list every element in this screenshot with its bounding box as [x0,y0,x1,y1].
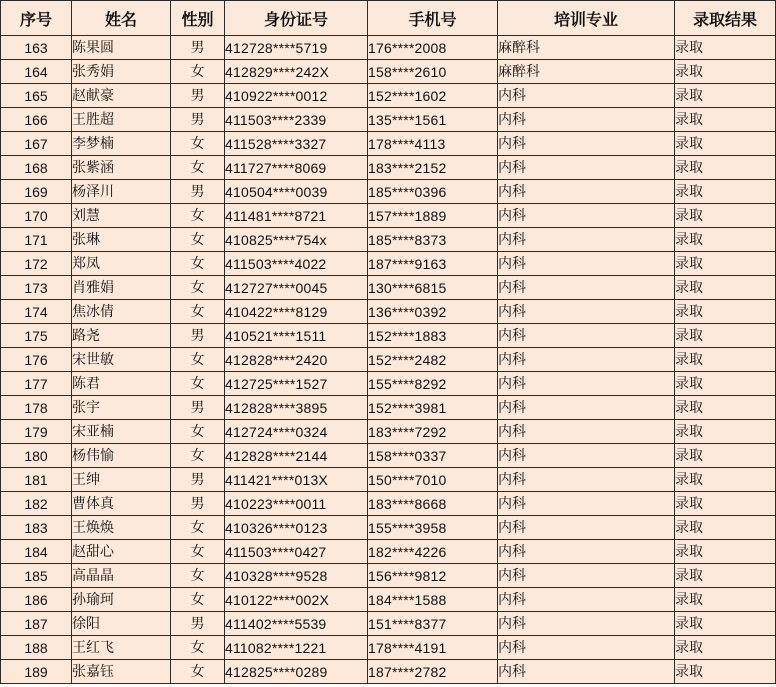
cell-major: 内科 [498,396,675,420]
cell-result: 录取 [675,36,776,60]
cell-id-number: 411503****2339 [225,108,368,132]
cell-major: 内科 [498,84,675,108]
cell-gender: 男 [171,492,225,516]
table-row [1,588,776,612]
cell-result: 录取 [675,636,776,660]
cell-result: 录取 [675,252,776,276]
cell-phone: 152****2482 [368,348,498,372]
table-row [1,348,776,372]
cell-result: 录取 [675,588,776,612]
cell-phone: 152****3981 [368,396,498,420]
table-row [1,252,776,276]
cell-result: 录取 [675,396,776,420]
cell-result: 录取 [675,444,776,468]
cell-id-number: 410328****9528 [225,564,368,588]
cell-no: 187 [1,612,72,636]
cell-name: 郑凤 [72,252,171,276]
header-row [1,1,776,36]
cell-major: 内科 [498,276,675,300]
table-row [1,300,776,324]
cell-name: 王绅 [72,468,171,492]
cell-result: 录取 [675,300,776,324]
cell-result: 录取 [675,132,776,156]
cell-result: 录取 [675,228,776,252]
cell-result: 录取 [675,276,776,300]
table-header [1,1,776,36]
table-row [1,660,776,684]
cell-name: 路尧 [72,324,171,348]
cell-id-number: 411528****3327 [225,132,368,156]
cell-major: 内科 [498,492,675,516]
cell-major: 内科 [498,420,675,444]
cell-name: 赵献豪 [72,84,171,108]
cell-name: 杨泽川 [72,180,171,204]
cell-phone: 150****7010 [368,468,498,492]
cell-major: 内科 [498,636,675,660]
table-row [1,204,776,228]
cell-gender: 男 [171,324,225,348]
cell-gender: 男 [171,84,225,108]
cell-phone: 158****2610 [368,60,498,84]
cell-id-number: 412828****2420 [225,348,368,372]
cell-no: 189 [1,660,72,684]
cell-id-number: 412724****0324 [225,420,368,444]
cell-major: 内科 [498,588,675,612]
cell-id-number: 410223****0011 [225,492,368,516]
cell-result: 录取 [675,180,776,204]
cell-major: 内科 [498,156,675,180]
cell-gender: 女 [171,300,225,324]
cell-major: 内科 [498,348,675,372]
cell-phone: 155****8292 [368,372,498,396]
cell-result: 录取 [675,468,776,492]
cell-name: 高晶晶 [72,564,171,588]
cell-no: 180 [1,444,72,468]
cell-no: 164 [1,60,72,84]
cell-id-number: 410122****002X [225,588,368,612]
cell-no: 178 [1,396,72,420]
table-row [1,372,776,396]
cell-major: 内科 [498,180,675,204]
cell-no: 176 [1,348,72,372]
header-gender: 性别 [171,1,225,36]
cell-gender: 女 [171,132,225,156]
table-body [1,36,776,684]
cell-id-number: 412829****242X [225,60,368,84]
cell-result: 录取 [675,204,776,228]
cell-name: 张秀娟 [72,60,171,84]
cell-gender: 女 [171,588,225,612]
cell-gender: 男 [171,180,225,204]
table-row [1,612,776,636]
cell-name: 曹体真 [72,492,171,516]
cell-name: 陈果圆 [72,36,171,60]
cell-no: 181 [1,468,72,492]
cell-gender: 女 [171,348,225,372]
cell-result: 录取 [675,60,776,84]
cell-id-number: 411727****8069 [225,156,368,180]
table-row [1,228,776,252]
cell-no: 173 [1,276,72,300]
cell-gender: 男 [171,36,225,60]
table-row [1,516,776,540]
cell-id-number: 412825****0289 [225,660,368,684]
cell-phone: 157****1889 [368,204,498,228]
cell-gender: 女 [171,636,225,660]
table-row [1,324,776,348]
cell-major: 麻醉科 [498,36,675,60]
table-row [1,36,776,60]
cell-phone: 151****8377 [368,612,498,636]
cell-no: 175 [1,324,72,348]
table-row [1,636,776,660]
cell-phone: 152****1883 [368,324,498,348]
table-row [1,180,776,204]
cell-name: 徐阳 [72,612,171,636]
cell-result: 录取 [675,492,776,516]
table-row [1,564,776,588]
cell-no: 165 [1,84,72,108]
cell-id-number: 411402****5539 [225,612,368,636]
cell-result: 录取 [675,660,776,684]
cell-id-number: 412828****2144 [225,444,368,468]
cell-phone: 182****4226 [368,540,498,564]
cell-no: 177 [1,372,72,396]
cell-phone: 187****2782 [368,660,498,684]
cell-gender: 女 [171,228,225,252]
header-phone: 手机号 [368,1,498,36]
table-row [1,60,776,84]
cell-no: 167 [1,132,72,156]
cell-gender: 男 [171,108,225,132]
cell-name: 王焕焕 [72,516,171,540]
cell-result: 录取 [675,324,776,348]
cell-no: 185 [1,564,72,588]
table-row [1,540,776,564]
cell-phone: 155****3958 [368,516,498,540]
cell-major: 内科 [498,468,675,492]
cell-phone: 130****6815 [368,276,498,300]
cell-phone: 178****4191 [368,636,498,660]
cell-phone: 187****9163 [368,252,498,276]
cell-gender: 女 [171,540,225,564]
cell-major: 内科 [498,300,675,324]
cell-name: 张嘉钰 [72,660,171,684]
cell-result: 录取 [675,420,776,444]
cell-phone: 184****1588 [368,588,498,612]
cell-phone: 185****8373 [368,228,498,252]
cell-major: 内科 [498,372,675,396]
cell-phone: 183****7292 [368,420,498,444]
cell-no: 168 [1,156,72,180]
cell-gender: 女 [171,204,225,228]
cell-no: 172 [1,252,72,276]
cell-no: 174 [1,300,72,324]
cell-name: 焦冰倩 [72,300,171,324]
cell-id-number: 411082****1221 [225,636,368,660]
cell-major: 内科 [498,516,675,540]
cell-id-number: 412727****0045 [225,276,368,300]
cell-gender: 男 [171,612,225,636]
cell-gender: 女 [171,516,225,540]
cell-id-number: 410521****1511 [225,324,368,348]
cell-phone: 136****0392 [368,300,498,324]
cell-no: 182 [1,492,72,516]
table-row [1,132,776,156]
cell-major: 内科 [498,612,675,636]
cell-name: 张琳 [72,228,171,252]
cell-id-number: 411503****0427 [225,540,368,564]
cell-phone: 152****1602 [368,84,498,108]
cell-name: 李梦楠 [72,132,171,156]
cell-name: 杨伟愉 [72,444,171,468]
cell-gender: 女 [171,660,225,684]
cell-result: 录取 [675,564,776,588]
table-row [1,396,776,420]
cell-no: 169 [1,180,72,204]
table-row [1,108,776,132]
cell-phone: 183****2152 [368,156,498,180]
cell-gender: 男 [171,396,225,420]
cell-major: 内科 [498,324,675,348]
cell-id-number: 411481****8721 [225,204,368,228]
cell-no: 188 [1,636,72,660]
cell-major: 内科 [498,540,675,564]
cell-id-number: 412728****5719 [225,36,368,60]
cell-name: 刘慧 [72,204,171,228]
cell-result: 录取 [675,84,776,108]
cell-name: 赵甜心 [72,540,171,564]
cell-gender: 女 [171,564,225,588]
cell-gender: 女 [171,60,225,84]
cell-no: 163 [1,36,72,60]
table-row [1,276,776,300]
cell-name: 肖雅娟 [72,276,171,300]
cell-id-number: 410825****754x [225,228,368,252]
cell-major: 内科 [498,132,675,156]
table-row [1,492,776,516]
cell-major: 麻醉科 [498,60,675,84]
cell-phone: 183****8668 [368,492,498,516]
cell-no: 186 [1,588,72,612]
cell-id-number: 412725****1527 [225,372,368,396]
cell-major: 内科 [498,444,675,468]
cell-no: 184 [1,540,72,564]
cell-name: 宋亚楠 [72,420,171,444]
cell-phone: 135****1561 [368,108,498,132]
cell-name: 孙瑜珂 [72,588,171,612]
cell-phone: 176****2008 [368,36,498,60]
header-name: 姓名 [72,1,171,36]
cell-no: 170 [1,204,72,228]
table-row [1,420,776,444]
cell-name: 王胜超 [72,108,171,132]
cell-result: 录取 [675,612,776,636]
cell-id-number: 410422****8129 [225,300,368,324]
cell-gender: 女 [171,444,225,468]
cell-result: 录取 [675,516,776,540]
header-result: 录取结果 [675,1,776,36]
cell-gender: 女 [171,156,225,180]
cell-id-number: 410326****0123 [225,516,368,540]
cell-name: 张宇 [72,396,171,420]
cell-result: 录取 [675,372,776,396]
cell-name: 张紫涵 [72,156,171,180]
cell-id-number: 412828****3895 [225,396,368,420]
cell-no: 179 [1,420,72,444]
cell-major: 内科 [498,108,675,132]
cell-result: 录取 [675,540,776,564]
cell-major: 内科 [498,204,675,228]
table-row [1,444,776,468]
cell-no: 171 [1,228,72,252]
cell-gender: 女 [171,276,225,300]
cell-major: 内科 [498,660,675,684]
cell-no: 166 [1,108,72,132]
header-no: 序号 [1,1,72,36]
cell-major: 内科 [498,252,675,276]
cell-result: 录取 [675,348,776,372]
cell-id-number: 410922****0012 [225,84,368,108]
table-row [1,84,776,108]
header-major: 培训专业 [498,1,675,36]
cell-gender: 女 [171,372,225,396]
table-row [1,468,776,492]
cell-phone: 156****9812 [368,564,498,588]
table-row [1,156,776,180]
cell-phone: 158****0337 [368,444,498,468]
cell-name: 宋世敏 [72,348,171,372]
cell-major: 内科 [498,564,675,588]
cell-phone: 178****4113 [368,132,498,156]
cell-phone: 185****0396 [368,180,498,204]
cell-id-number: 410504****0039 [225,180,368,204]
cell-no: 183 [1,516,72,540]
cell-gender: 男 [171,468,225,492]
cell-result: 录取 [675,108,776,132]
cell-name: 王红飞 [72,636,171,660]
cell-gender: 女 [171,420,225,444]
cell-gender: 女 [171,252,225,276]
cell-id-number: 411421****013X [225,468,368,492]
cell-result: 录取 [675,156,776,180]
cell-major: 内科 [498,228,675,252]
cell-name: 陈君 [72,372,171,396]
header-id-number: 身份证号 [225,1,368,36]
cell-id-number: 411503****4022 [225,252,368,276]
